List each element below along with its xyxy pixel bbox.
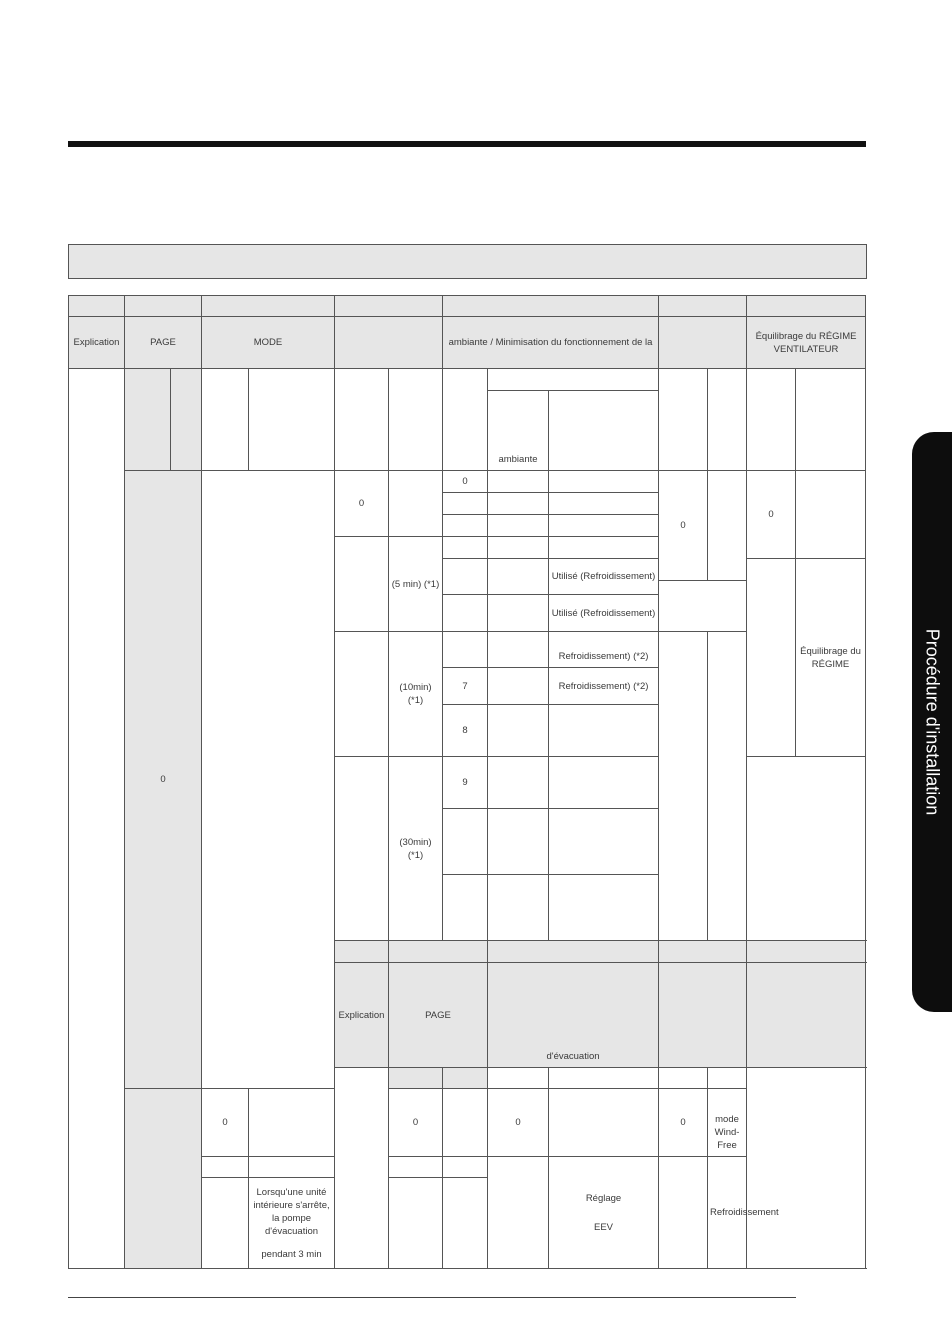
row0-a — [488, 471, 549, 493]
strip-cell — [125, 296, 202, 317]
subhead-mode-b — [249, 369, 335, 471]
strip-cell — [747, 296, 866, 317]
row7-index: 7 — [443, 668, 488, 705]
row9-a — [488, 757, 549, 809]
strip-cell — [335, 941, 389, 963]
t2-col6-c — [488, 1157, 549, 1269]
strip-cell — [659, 941, 747, 963]
t2-col4-b — [443, 1089, 488, 1157]
strip-cell — [389, 941, 488, 963]
t2-header-col4 — [659, 963, 747, 1068]
t2-row1-a — [202, 1157, 249, 1178]
col6-c — [659, 632, 708, 941]
table1-header-row — [69, 317, 866, 369]
five-min-label: (5 min) (*1) — [389, 537, 443, 632]
t2-wind-free: mode Wind-Free — [708, 1089, 747, 1157]
page-value: 0 — [125, 471, 202, 1089]
col6-d — [708, 632, 747, 941]
subhead-col4-b — [389, 369, 443, 471]
row10-b — [549, 809, 659, 875]
t2-sub-col4-a — [659, 1068, 708, 1089]
t2-refroidissement: Refroidissement — [708, 1157, 747, 1269]
t2-col7-c — [659, 1157, 708, 1269]
t2-sub-page-b — [443, 1068, 488, 1089]
explication-body — [69, 369, 125, 1269]
col7-b — [796, 471, 866, 559]
row11-index — [443, 875, 488, 941]
row5-index — [443, 595, 488, 632]
row6-a — [488, 632, 549, 668]
header-col5: ambiante / Minimisation du fonctionnement de la — [443, 317, 659, 369]
subhead-page-a — [125, 369, 171, 471]
subhead-ambiante: ambiante — [488, 391, 549, 471]
subhead-col4-a — [335, 369, 389, 471]
utilise-1: Utilisé (Refroidissement) — [549, 559, 659, 595]
subhead-col5-top — [488, 369, 659, 391]
row5-a — [488, 595, 549, 632]
ten-min-label: (10min) (*1) — [389, 632, 443, 757]
t2-col7-value: 0 — [659, 1089, 708, 1157]
thirty-min-label: (30min) (*1) — [389, 757, 443, 941]
strip-cell — [443, 296, 659, 317]
t2-pump-text-2: pendant 3 min — [261, 1248, 322, 1260]
strip-cell — [202, 296, 335, 317]
col6-value: 0 — [659, 471, 708, 581]
subhead-col6-a — [659, 369, 708, 471]
row1-index — [443, 493, 488, 515]
strip-cell — [335, 296, 443, 317]
t2-explication-body — [335, 1068, 389, 1269]
col7-value: 0 — [747, 471, 796, 559]
section-title-box — [68, 244, 867, 279]
table1-subheader-a — [69, 369, 866, 391]
row10-index — [443, 809, 488, 875]
row10-a — [488, 809, 549, 875]
t2-pump-cell — [249, 1178, 335, 1269]
group-b-a — [335, 537, 389, 632]
row8-b — [549, 705, 659, 757]
side-tab-label: Procédure d'installation — [922, 628, 943, 816]
col6-b — [708, 471, 747, 581]
row7-a — [488, 668, 549, 705]
row11-b — [549, 875, 659, 941]
row0-b — [549, 471, 659, 493]
t2-row1-d — [443, 1157, 488, 1178]
t2-header-mode: d'évacuation — [488, 963, 659, 1068]
refroid-2: Refroidissement) (*2) — [549, 668, 659, 705]
t2-header-explication: Explication — [335, 963, 389, 1068]
row3-index — [443, 537, 488, 559]
row9-b — [549, 757, 659, 809]
row9-index: 9 — [443, 757, 488, 809]
row8-a — [488, 705, 549, 757]
t2-page-body — [125, 1089, 202, 1269]
group-c-a — [335, 632, 389, 757]
header-col4 — [335, 317, 443, 369]
row1-a — [488, 493, 549, 515]
t2-reglage-eev — [549, 1157, 659, 1269]
utilise-2: Utilisé (Refroidissement) — [549, 595, 659, 632]
group-d-a — [335, 757, 389, 941]
header-explication: Explication — [69, 317, 125, 369]
row2-a — [488, 515, 549, 537]
t2-row2-a — [202, 1178, 249, 1269]
row8-index: 8 — [443, 705, 488, 757]
header-col6 — [659, 317, 747, 369]
settings-table — [68, 295, 866, 1269]
subhead-col6-b — [708, 369, 747, 471]
subhead-mode-a — [202, 369, 249, 471]
t2-header-col5 — [747, 963, 866, 1068]
strip-cell — [488, 941, 659, 963]
t2-col6-b — [549, 1089, 659, 1157]
group-a-value: 0 — [335, 471, 389, 537]
row11-a — [488, 875, 549, 941]
table2-row-0 — [69, 1089, 866, 1157]
t2-reglage: Réglage — [585, 1192, 622, 1204]
t2-pump-text-1: Lorsqu'une unité intérieure s'arrête, la pompe d'évacuation — [253, 1186, 330, 1237]
t2-row1-c — [389, 1157, 443, 1178]
t2-eev: EEV — [594, 1221, 614, 1233]
t2-row2-c — [389, 1178, 443, 1269]
t2-col6-value: 0 — [488, 1089, 549, 1157]
subhead-col7-a — [747, 369, 796, 471]
group-a-b — [389, 471, 443, 537]
subhead-col5-a — [443, 369, 488, 471]
t2-col4-value: 0 — [389, 1089, 443, 1157]
t2-header-page: PAGE — [389, 963, 488, 1068]
subhead-col5-c — [549, 391, 659, 471]
t2-row1-b — [249, 1157, 335, 1178]
header-col7: Équilibrage du RÉGIME VENTILATEUR — [747, 317, 866, 369]
side-tab — [912, 432, 952, 1012]
t2-sub-col4-b — [708, 1068, 747, 1089]
t2-mode-b — [249, 1089, 335, 1157]
subhead-page-b — [171, 369, 202, 471]
t2-mode-value: 0 — [202, 1089, 249, 1157]
mode-body — [202, 471, 335, 1089]
refroid-1: Refroidissement) (*2) — [549, 632, 659, 668]
bottom-rule — [68, 1297, 796, 1298]
spacer — [251, 1238, 332, 1248]
strip-cell — [69, 296, 125, 317]
strip-cell — [659, 296, 747, 317]
header-mode: MODE — [202, 317, 335, 369]
row2-index — [443, 515, 488, 537]
t2-sub-mode-b — [549, 1068, 659, 1089]
row4-a — [488, 559, 549, 595]
table1-top-strip — [69, 296, 866, 317]
col7-label: Équilibrage du RÉGIME — [796, 559, 866, 757]
row2-b — [549, 515, 659, 537]
row4-index — [443, 559, 488, 595]
row3-b — [549, 537, 659, 559]
row6-index — [443, 632, 488, 668]
row3-a — [488, 537, 549, 559]
row1-b — [549, 493, 659, 515]
row0-index: 0 — [443, 471, 488, 493]
spacer — [551, 1206, 656, 1220]
subhead-col7-b — [796, 369, 866, 471]
t2-sub-page-a — [389, 1068, 443, 1089]
strip-cell — [747, 941, 866, 963]
table1-row-0 — [69, 471, 866, 493]
t2-sub-mode-a — [488, 1068, 549, 1089]
header-page: PAGE — [125, 317, 202, 369]
t2-row2-d — [443, 1178, 488, 1269]
col7-c — [747, 559, 796, 757]
top-rule — [68, 141, 866, 147]
t2-col5-body — [747, 1068, 866, 1269]
